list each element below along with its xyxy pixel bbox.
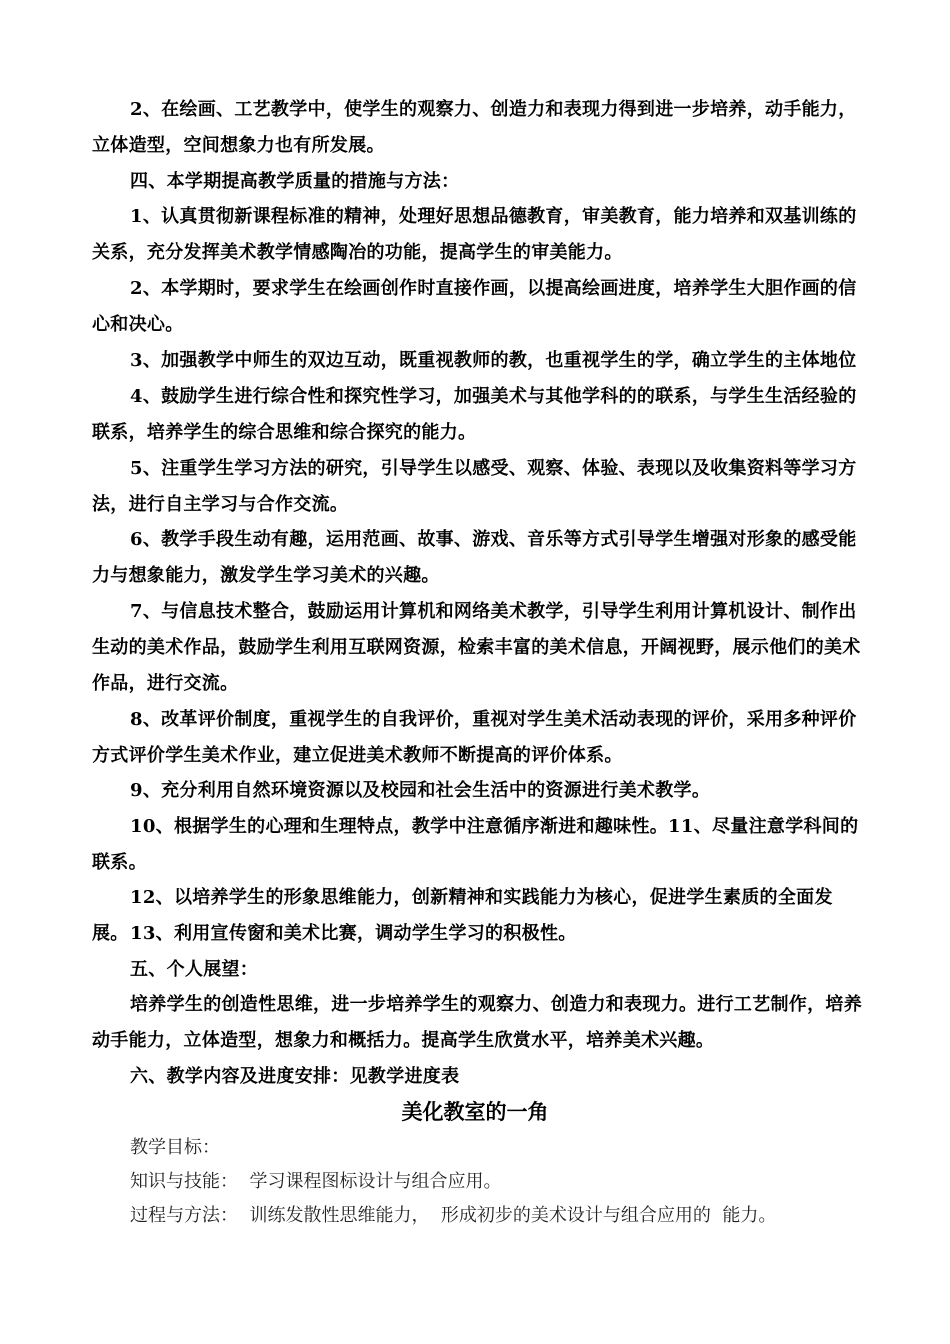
measure-item-8: 8、改革评价制度，重视学生的自我评价，重视对学生美术活动表现的评价，采用多种评价方式评价学生美术作业，建立促进美术教师不断提高的评价体系。 [92, 709, 857, 766]
section-heading-outlook: 五、个人展望： [130, 959, 259, 980]
lesson-goal-heading: 教学目标： [130, 1137, 220, 1158]
measure-item-3: 3、加强教学中师生的双边互动，既重视教师的教，也重视学生的学，确立学生的主体地位 [130, 350, 857, 371]
measure-item-13: 13、利用宣传窗和美术比赛，调动学生学习的积极性。 [130, 923, 577, 944]
lesson-process-methods: 过程与方法： 训练发散性思维能力， 形成初步的美术设计与组合应用的 能力。 [130, 1205, 777, 1226]
lesson-title: 美化教室的一角 [401, 1100, 549, 1124]
measure-item-5: 5、注重学生学习方法的研究，引导学生以感受、观察、体验、表现以及收集资料等学习方法，进行自主学习与合作交流。 [92, 458, 857, 515]
measure-item-2: 2、本学期时，要求学生在绘画创作时直接作画，以提高绘画进度，培养学生大胆作画的信心和决心。 [92, 278, 857, 335]
measure-item-7: 7、与信息技术整合，鼓励运用计算机和网络美术教学，引导学生利用计算机设计、制作出生动的美术作品，鼓励学生利用互联网资源，检索丰富的美术信息，开阔视野，展示他们的美术作品，进行交流。 [92, 601, 861, 694]
measure-item-12: 12、以培养学生的形象思维能力，创新精神和实践能力为核心，促进学生素质的全面发展。 [92, 887, 833, 944]
outlook-paragraph: 培养学生的创造性思维，进一步培养学生的观察力、创造力和表现力。进行工艺制作，培养动手能力，立体造型，想象力和概括力。提高学生欣赏水平，培养美术兴趣。 [92, 994, 862, 1051]
measure-item-4: 4、鼓励学生进行综合性和探究性学习，加强美术与其他学科的的联系，与学生生活经验的联系，培养学生的综合思维和综合探究的能力。 [92, 386, 857, 443]
lesson-knowledge-skills: 知识与技能： 学习课程图标设计与组合应用。 [130, 1171, 502, 1192]
section-heading-schedule: 六、教学内容及进度安排：见教学进度表 [130, 1066, 460, 1087]
measure-item-10-11: 10、根据学生的心理和生理特点，教学中注意循序渐进和趣味性。11、尽量注意学科间的联系。 [92, 816, 859, 873]
paragraph-goal-2: 2、在绘画、工艺教学中，使学生的观察力、创造力和表现力得到进一步培养，动手能力，立体造型，空间想象力也有所发展。 [92, 99, 857, 156]
measure-item-1: 1、认真贯彻新课程标准的精神，处理好思想品德教育，审美教育，能力培养和双基训练的关系，充分发挥美术教学情感陶冶的功能，提高学生的审美能力。 [92, 206, 857, 263]
section-heading-measures: 四、本学期提高教学质量的措施与方法： [130, 171, 460, 192]
measure-item-6: 6、教学手段生动有趣，运用范画、故事、游戏、音乐等方式引导学生增强对形象的感受能力与想象能力，激发学生学习美术的兴趣。 [92, 529, 857, 586]
measure-item-9: 9、充分利用自然环境资源以及校园和社会生活中的资源进行美术教学。 [130, 780, 711, 801]
